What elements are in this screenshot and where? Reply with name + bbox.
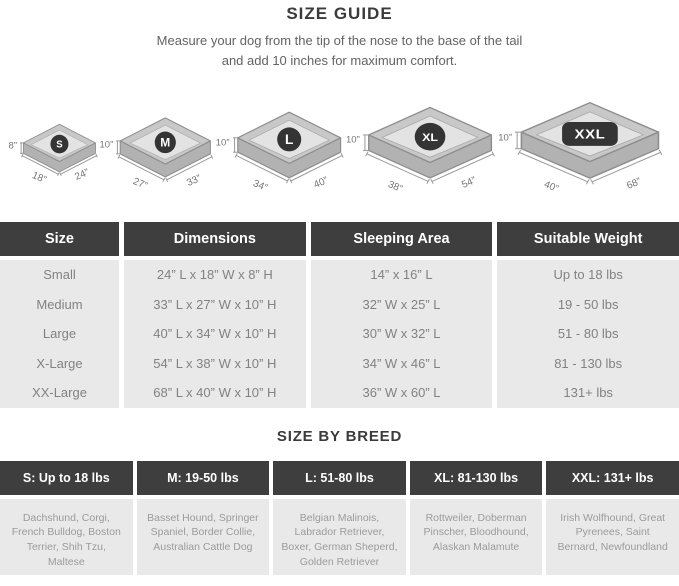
bed-large-height-label: 10” <box>215 137 230 149</box>
breed-table-body <box>0 499 679 575</box>
bed-medium-badge-letter: M <box>160 135 171 150</box>
table-cell: 68” L x 40” W x 10” H <box>153 385 277 401</box>
bed-xxlarge-badge-letter: XXL <box>574 126 606 142</box>
bed-xxlarge-length-label: 68” <box>624 175 643 192</box>
table-cell: 54” L x 38” W x 10” H <box>153 355 277 371</box>
bed-medium-length-label: 33” <box>185 173 204 190</box>
dog-bed-large-icon <box>233 109 347 189</box>
table-cell: 19 - 50 lbs <box>557 296 619 312</box>
header-suitable-weight: Suitable Weight <box>497 222 679 256</box>
table-cell: Up to 18 lbs <box>553 267 623 283</box>
breed-list-s: Dachshund, Corgi, French Bulldog, Boston Terrier, Shih Tzu, Maltese <box>0 499 133 575</box>
bed-large-length-label: 40” <box>312 174 331 191</box>
table-cell: Small <box>43 267 76 283</box>
size-table <box>0 222 679 408</box>
breed-header-xl: XL: 81-130 lbs <box>410 461 543 495</box>
bed-small-width-label: 18” <box>30 169 48 186</box>
bed-xlarge-height-label: 10” <box>346 134 360 146</box>
bed-small <box>8 122 100 206</box>
bed-large-width-label: 34” <box>251 177 269 194</box>
header-sleeping-area: Sleeping Area <box>311 222 493 256</box>
table-cell: 34” W x 46” L <box>362 355 441 371</box>
bed-xlarge <box>346 104 499 206</box>
bed-xlarge-width-label: 38” <box>386 178 405 195</box>
breed-header-xxl: XXL: 131+ lbs <box>546 461 679 495</box>
table-cell: 36” W x 60” L <box>362 385 441 401</box>
column-size <box>0 260 119 408</box>
breed-table-header <box>0 461 679 495</box>
breed-list-m: Basset Hound, Springer Spaniel, Border Collie, Australian Cattle Dog <box>137 499 270 575</box>
table-cell: 81 - 130 lbs <box>554 355 623 371</box>
bed-xxlarge <box>498 99 667 206</box>
dog-bed-medium-icon <box>116 115 216 190</box>
column-sleeping-area <box>311 260 493 408</box>
bed-medium-width-label: 27” <box>131 176 150 192</box>
bed-small-badge-letter: S <box>56 139 63 151</box>
breed-header-s: S: Up to 18 lbs <box>0 461 133 495</box>
bed-small-length-label: 24” <box>73 167 92 184</box>
bed-medium-height-label: 10” <box>99 139 114 151</box>
bed-large <box>215 109 347 206</box>
page-title: SIZE GUIDE <box>286 4 393 23</box>
size-guide-page <box>0 4 679 586</box>
table-cell: 51 - 80 lbs <box>557 326 619 342</box>
page-subtitle <box>0 31 679 70</box>
bed-xxlarge-width-label: 40” <box>542 179 561 196</box>
table-cell: 14” x 16” L <box>370 267 433 283</box>
breed-header-m: M: 19-50 lbs <box>137 461 270 495</box>
dog-bed-xxlarge-icon <box>515 99 667 191</box>
breed-header-l: L: 51-80 lbs <box>273 461 406 495</box>
column-suitable-weight <box>497 260 679 408</box>
breed-list-l: Belgian Malinois, Labrador Retriever, Boxer, German Sheperd, Golden Retriever <box>273 499 406 575</box>
bed-medium <box>99 115 216 206</box>
breed-list-xl: Rottweiler, Doberman Pinscher, Bloodhound, Alaskan Malamute <box>410 499 543 575</box>
size-table-header <box>0 222 679 256</box>
breed-section-title: SIZE BY BREED <box>276 427 403 445</box>
breed-list-xxl: Irish Wolfhound, Great Pyrenees, Saint Bernard, Newfoundland <box>546 499 679 575</box>
column-dimensions <box>124 260 306 408</box>
table-cell: 131+ lbs <box>563 385 613 401</box>
header-size: Size <box>0 222 119 256</box>
table-cell: Large <box>42 326 77 342</box>
bed-xlarge-length-label: 54” <box>460 175 478 191</box>
dog-bed-xlarge-icon <box>363 104 499 190</box>
breed-table <box>0 461 679 575</box>
bed-illustrations-row <box>0 74 679 206</box>
table-cell: 30” W x 32” L <box>362 326 441 342</box>
table-cell: 32” W x 25” L <box>362 296 441 312</box>
subtitle-line-1: Measure your dog from the tip of the nose to the base of the tail <box>156 33 523 48</box>
table-cell: 24” L x 18” W x 8” H <box>156 267 273 283</box>
bed-large-badge-letter: L <box>284 132 293 148</box>
table-cell: XX-Large <box>32 385 87 401</box>
size-table-body <box>0 260 679 408</box>
table-cell: Medium <box>36 296 83 312</box>
bed-small-height-label: 8” <box>8 140 17 152</box>
subtitle-line-2: and add 10 inches for maximum comfort. <box>221 52 458 68</box>
bed-xxlarge-height-label: 10” <box>498 132 512 144</box>
header-dimensions: Dimensions <box>124 222 306 256</box>
table-cell: 33” L x 27” W x 10” H <box>153 296 277 312</box>
bed-xlarge-badge-letter: XL <box>421 130 438 144</box>
table-cell: 40” L x 34” W x 10” H <box>153 326 277 342</box>
table-cell: X-Large <box>36 355 83 371</box>
